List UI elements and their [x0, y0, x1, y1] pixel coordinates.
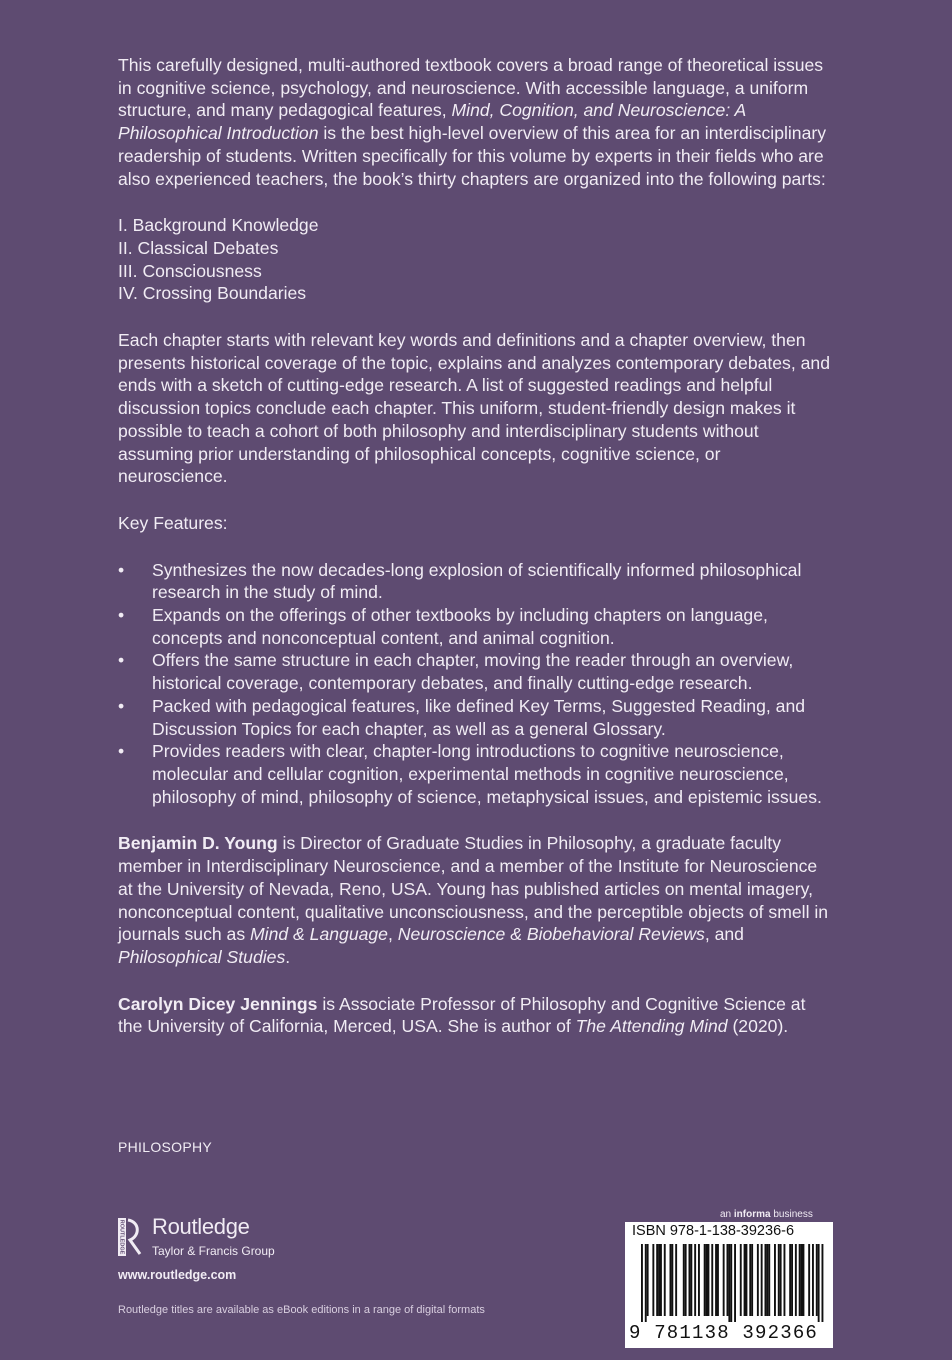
barcode-bar: [660, 1244, 662, 1316]
informa-brand: informa: [733, 1209, 771, 1220]
barcode-bar: [664, 1244, 666, 1316]
feature-item: [118, 695, 834, 740]
barcode-bar: [689, 1244, 691, 1316]
barcode-bar: [723, 1244, 725, 1316]
barcode-bar: [746, 1244, 748, 1316]
parts-list: [118, 214, 834, 305]
informa-suffix: business: [770, 1209, 813, 1220]
separator: , and: [704, 924, 744, 945]
barcode-bar: [789, 1244, 791, 1316]
journal-title: Mind & Language: [250, 924, 388, 945]
barcode-bar: [808, 1244, 810, 1316]
barcode-bar: [728, 1244, 730, 1322]
mark-text: ROUTLEDGE: [118, 1219, 125, 1255]
barcode-bar: [749, 1244, 751, 1316]
barcode-bar: [711, 1244, 713, 1316]
chapter-structure-paragraph: Each chapter starts with relevant key words and definitions and a chapter overview, then presents historical coverage of the topic, explains and analyzes contemporary debates, and ends with a sketch of cutting-edge research. A list of suggested readings and helpful discussion topics conclude each chapter. This uniform, student-friendly design makes it possible to teach a cohort of both philosophy and interdisciplinary students without assuming prior understanding of philosophical concepts, cognitive science, or neuroscience.: [118, 330, 830, 487]
bullet-icon: •: [118, 650, 125, 671]
barcode-digits: 9 781138 392366: [629, 1322, 819, 1344]
isbn-barcode: [625, 1222, 833, 1348]
intro-text-2: is the best high-level overview of this area for an interdisciplinary readership of students. Written specifically for this volume by experts in their fields who are also experienced teachers, the book’s thirty chapters are organized into the following parts:: [118, 123, 827, 189]
subject-category: PHILOSOPHY: [118, 1139, 213, 1155]
intro-paragraph: [118, 54, 834, 190]
barcode-bar: [690, 1244, 692, 1316]
barcode-bar: [683, 1244, 685, 1316]
barcode-bar: [671, 1244, 673, 1316]
feature-item: [118, 740, 834, 808]
barcode-bar: [645, 1244, 647, 1322]
barcode-bar: [685, 1244, 687, 1316]
publisher-group: Taylor & Francis Group: [152, 1244, 275, 1258]
barcode-bar: [822, 1244, 824, 1322]
key-features-heading: Key Features:: [118, 512, 228, 533]
feature-item: [118, 559, 834, 604]
bullet-icon: •: [118, 605, 125, 626]
part-item: I. Background Knowledge: [118, 215, 319, 236]
author2-name: Carolyn Dicey Jennings: [118, 993, 318, 1014]
author1-bio: [118, 832, 834, 968]
feature-text: Expands on the offerings of other textbooks by including chapters on language, concepts and nonconceptual content, and animal cognition.: [152, 605, 768, 648]
barcode-bar: [715, 1244, 717, 1316]
barcode-bar: [795, 1244, 797, 1316]
barcode-bar: [778, 1244, 780, 1316]
ebook-note: Routledge titles are available as eBook editions in a range of digital formats: [118, 1304, 485, 1316]
barcode-bar: [744, 1244, 746, 1316]
bullet-icon: •: [118, 559, 125, 580]
book-title: Mind, Cognition, and Neuroscience: A Philosophical Introduction: [118, 100, 746, 144]
barcode-bar: [780, 1244, 782, 1316]
barcode-bar: [730, 1244, 732, 1322]
barcode-bar: [708, 1244, 710, 1316]
journal-title: Philosophical Studies: [118, 946, 286, 967]
part-item: II. Classical Debates: [118, 237, 279, 258]
barcode-bar: [706, 1244, 708, 1316]
barcode-bar: [734, 1244, 736, 1322]
barcode-bar: [704, 1244, 706, 1316]
feature-text: Synthesizes the now decades-long explosion of scientifically informed philosophical research in the study of mind.: [152, 559, 802, 603]
separator: .: [285, 946, 291, 967]
feature-item: [118, 649, 834, 694]
intro-text-1: This carefully designed, multi-authored textbook covers a broad range of theoretical issues in cognitive science, psychology, and neuroscience. With accessible language, a uniform structure, and many pedagogical features,: [118, 55, 824, 121]
part-item: III. Consciousness: [118, 260, 262, 281]
barcode-bars: [625, 1242, 833, 1322]
barcode-bar: [656, 1244, 658, 1316]
author2-bio: [118, 993, 834, 1038]
barcode-bar: [812, 1244, 814, 1316]
barcode-bar: [740, 1244, 742, 1316]
author2-bio-end: (2020).: [727, 1016, 789, 1037]
journal-title: Neuroscience & Biobehavioral Reviews: [397, 924, 705, 945]
barcode-bar: [799, 1244, 801, 1316]
barcode-bar: [652, 1244, 654, 1316]
barcode-bar: [801, 1244, 803, 1316]
feature-text: Packed with pedagogical features, like defined Key Terms, Suggested Reading, and Discussion Topics for each chapter, as well as a general Glossary.: [152, 695, 806, 739]
barcode-bar: [675, 1244, 677, 1316]
barcode-bar: [658, 1244, 660, 1316]
barcode-bar: [641, 1244, 643, 1322]
barcode-bar: [727, 1244, 729, 1316]
barcode-bar: [774, 1244, 776, 1316]
barcode-bar: [766, 1244, 768, 1316]
barcode-bar: [791, 1244, 793, 1316]
isbn-label: ISBN 978-1-138-39236-6: [632, 1223, 795, 1239]
barcode-bar: [647, 1244, 649, 1316]
barcode-bar: [751, 1244, 753, 1316]
author2-bio-text: is Associate Professor of Philosophy and Cognitive Science at the University of California, Merced, USA. She is author of: [118, 993, 806, 1037]
informa-tagline: [720, 1209, 813, 1220]
features-list: [118, 559, 834, 809]
barcode-bar: [818, 1244, 820, 1322]
separator: ,: [387, 924, 398, 945]
barcode-bar: [717, 1244, 719, 1316]
barcode-bar: [757, 1244, 759, 1316]
part-item: IV. Crossing Boundaries: [118, 283, 307, 304]
informa-prefix: an: [720, 1209, 734, 1220]
bullet-icon: •: [118, 741, 125, 762]
publisher-website[interactable]: www.routledge.com: [118, 1268, 237, 1282]
feature-text: Provides readers with clear, chapter-long introductions to cognitive neuroscience, molecular and cellular cognition, experimental methods in cognitive neuroscience, philosophy of mind, philosophy of science, metaphysical issues, and epistemic issues.: [152, 741, 822, 807]
barcode-bar: [765, 1244, 767, 1316]
feature-item: [118, 604, 834, 649]
barcode-bar: [784, 1244, 786, 1316]
publisher-name: Routledge: [152, 1214, 250, 1239]
barcode-bar: [768, 1244, 770, 1316]
author1-name: Benjamin D. Young: [118, 833, 278, 854]
back-cover-text: [118, 54, 834, 1038]
feature-text: Offers the same structure in each chapter, moving the reader through an overview, historical coverage, contemporary debates, and finally cutting-edge research.: [152, 650, 794, 694]
barcode-bar: [670, 1244, 672, 1316]
routledge-mark-icon: [118, 1218, 142, 1256]
barcode-bar: [816, 1244, 818, 1316]
barcode-bar: [803, 1244, 805, 1316]
author1-bio-text: is Director of Graduate Studies in Philosophy, a graduate faculty member in Interdisciplinary Neuroscience, and a member of the Institute for Neuroscience at the University of Nevada, Reno, USA. Young has published articles on mental imagery, nonconceptual content, qualitative unconsciousness, and the perceptible objects of smell in journals such as: [118, 833, 829, 945]
barcode-bar: [694, 1244, 696, 1316]
author2-book-title: The Attending Mind: [575, 1016, 728, 1037]
bullet-icon: •: [118, 695, 125, 716]
barcode-bar: [761, 1244, 763, 1316]
barcode-bar: [698, 1244, 700, 1316]
